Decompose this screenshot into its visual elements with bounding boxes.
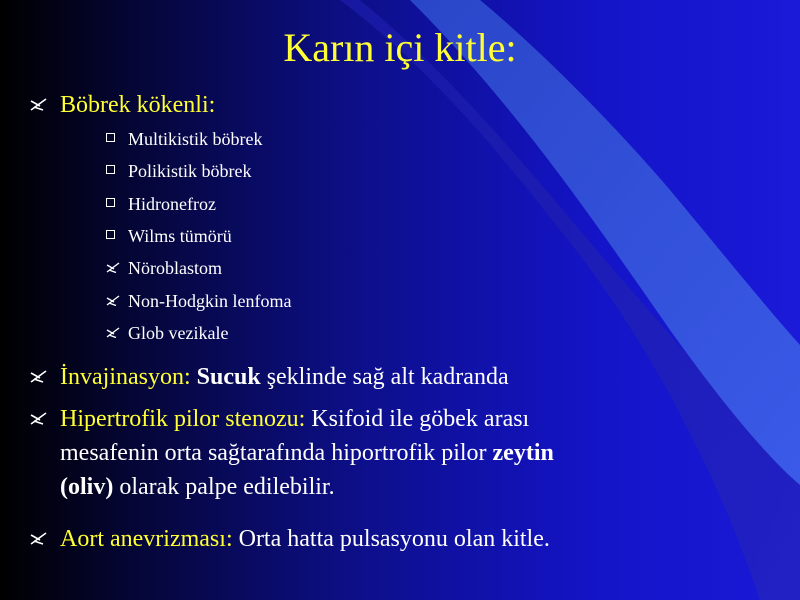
arrow-bullet-icon [30,369,48,383]
section-text: şeklinde sağ alt kadranda [260,364,509,390]
sub-item-label: Glob vezikale [128,322,229,343]
arrow-bullet-icon [106,262,120,273]
square-bullet-icon [106,133,115,142]
line-3 [60,470,720,504]
section-label: İnvajinasyon: [60,364,191,390]
line-2 [60,436,720,470]
sub-item-label: Polikistik böbrek [128,161,252,182]
bold-term: Sucuk [196,364,261,390]
section-label: Aort anevrizması: [60,526,233,552]
bold-term: (oliv) [60,474,114,500]
arrow-bullet-icon [30,531,48,545]
section-label: Böbrek kökenli: [60,92,216,118]
sub-item-label: Nöroblastom [128,258,222,279]
slide-title: Karın içi kitle: [283,25,517,70]
sub-item-label: Non-Hodgkin lenfoma [128,290,292,311]
sub-item-label: Multikistik böbrek [128,129,263,149]
sub-item [128,256,222,280]
bullet-bobrek-kokenli [60,88,215,122]
sub-item [128,321,228,345]
section-text: mesafenin orta sağtarafında hiportrofik pilor [60,440,493,466]
sub-item [128,127,263,151]
square-bullet-icon [106,230,115,239]
bullet-aort-anevrizmasi [60,522,550,556]
arrow-bullet-icon [30,97,48,111]
sub-item [128,159,252,183]
sub-item-label: Wilms tümörü [128,225,232,246]
square-bullet-icon [106,165,115,174]
arrow-bullet-icon [106,295,120,306]
arrow-bullet-icon [106,327,120,338]
section-text: olarak palpe edilebilir. [113,474,335,500]
sub-item [128,224,232,248]
sub-item [128,289,291,313]
line-1 [60,402,720,436]
bold-term: zeytin [492,440,554,466]
sub-item-label: Hidronefroz [128,193,216,214]
section-text: Orta hatta pulsasyonu olan kitle. [232,526,550,552]
section-text: Ksifoid ile göbek arası [305,406,530,432]
sub-item [128,192,216,216]
bullet-pilor-stenozu [60,402,720,504]
arrow-bullet-icon [30,411,48,425]
section-label: Hipertrofik pilor stenozu: [60,406,306,432]
bullet-invajinasyon [60,360,509,394]
square-bullet-icon [106,198,115,207]
